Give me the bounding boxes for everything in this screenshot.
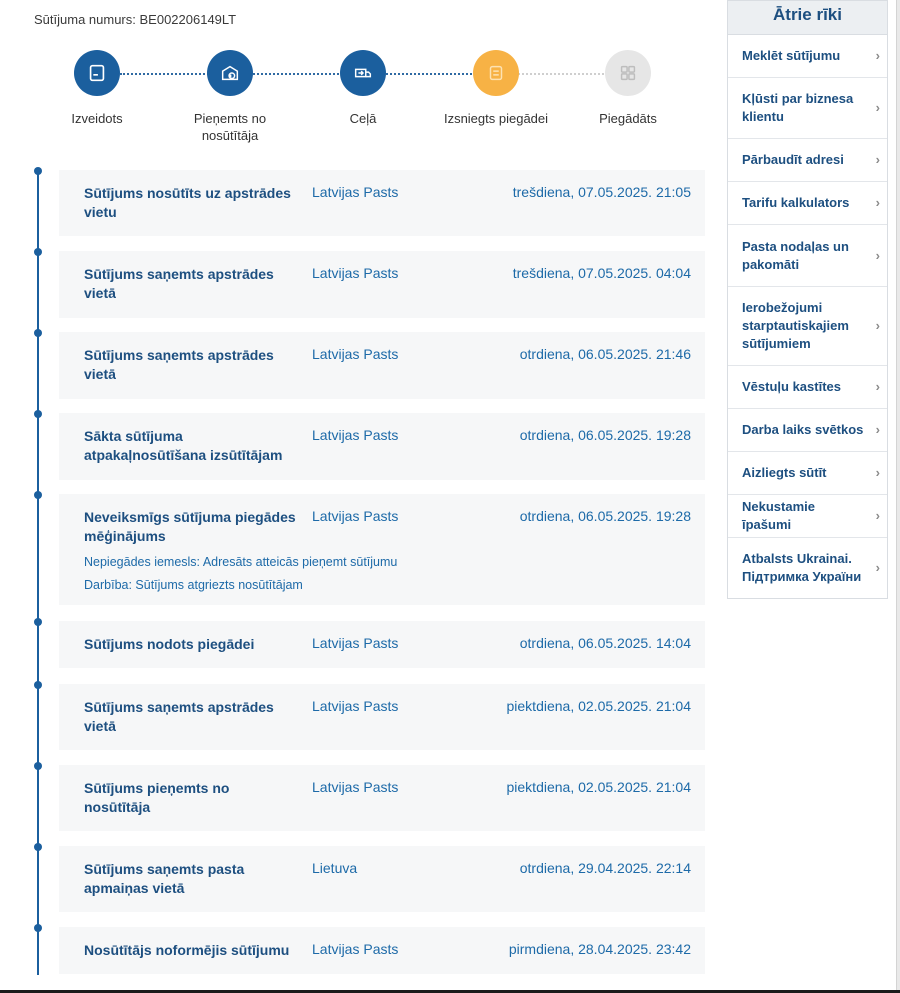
timeline-dot: [34, 924, 42, 932]
tracking-number-value: BE002206149LT: [139, 12, 237, 27]
event-carrier: Latvijas Pasts: [312, 265, 399, 281]
sidebar-item-label: Nekustamie īpašumi: [742, 499, 815, 532]
sidebar-item-label: Darba laiks svētkos: [742, 422, 864, 437]
history-event: [59, 170, 705, 236]
history-event: [59, 684, 705, 750]
sidebar-item-label: Pārbaudīt adresi: [742, 152, 844, 167]
history-event: [59, 621, 705, 668]
step-circle: [207, 50, 253, 96]
chevron-right-icon: ›: [875, 465, 880, 480]
timeline-dot: [34, 410, 42, 418]
sidebar-item-label: Meklēt sūtījumu: [742, 48, 841, 63]
step-label: Ceļā: [349, 111, 377, 126]
event-title: Sūtījums saņemts apstrādes vietā: [84, 699, 274, 734]
tracking-number: [34, 12, 236, 27]
history-event: [59, 413, 705, 480]
sidebar-item-business-client[interactable]: [728, 78, 887, 139]
event-carrier: Lietuva: [312, 860, 358, 876]
sidebar-item-label: Tarifu kalkulators: [742, 195, 850, 210]
step-circle: [605, 50, 651, 96]
chevron-right-icon: ›: [875, 195, 880, 210]
history-event: [59, 927, 705, 974]
window-right-edge: [896, 0, 900, 993]
sidebar-item-international-restrictions[interactable]: [728, 287, 887, 366]
event-title: Neveiksmīgs sūtījuma piegādes mēģinājums: [84, 509, 296, 544]
chevron-right-icon: ›: [875, 560, 880, 575]
event-carrier: Latvijas Pasts: [312, 635, 399, 651]
event-carrier: Latvijas Pasts: [312, 346, 399, 362]
document-icon: [86, 62, 108, 84]
event-date: piektdiena, 02.05.2025. 21:04: [506, 779, 691, 795]
sidebar-item-label: Kļūsti par biznesa klientu: [742, 91, 854, 124]
sidebar-item-label: Atbalsts Ukrainai. Підтримка України: [742, 551, 862, 584]
step-label: Izveidots: [71, 111, 123, 126]
chevron-right-icon: ›: [875, 48, 880, 63]
history-event: [59, 251, 705, 318]
event-title: Sūtījums nodots piegādei: [84, 636, 255, 652]
sidebar-item-real-estate[interactable]: [728, 495, 887, 538]
step-out-for-delivery: [441, 50, 551, 127]
timeline-dot: [34, 681, 42, 689]
event-title: Sūtījums nosūtīts uz apstrādes vietu: [84, 185, 291, 220]
sidebar-item-check-address[interactable]: [728, 139, 887, 182]
sidebar-item-letter-boxes[interactable]: [728, 366, 887, 409]
event-detail-action: Darbība: Sūtījums atgriezts nosūtītājam: [84, 578, 303, 592]
progress-stepper: [40, 50, 700, 150]
quick-tools-sidebar: [727, 0, 888, 599]
timeline-dot: [34, 167, 42, 175]
step-label: Pieņemts no nosūtītāja: [193, 111, 267, 143]
event-title: Sūtījums saņemts apstrādes vietā: [84, 266, 274, 301]
tracking-number-label: Sūtījuma numurs:: [34, 12, 136, 27]
sidebar-item-search-parcel[interactable]: [728, 35, 887, 78]
event-title: Sūtījums saņemts apstrādes vietā: [84, 347, 274, 382]
chevron-right-icon: ›: [875, 318, 880, 333]
sidebar-item-label: Aizliegts sūtīt: [742, 465, 827, 480]
chevron-right-icon: ›: [875, 100, 880, 115]
step-accepted: [175, 50, 285, 144]
event-date: otrdiena, 29.04.2025. 22:14: [519, 860, 691, 876]
history-event: [59, 332, 705, 399]
event-date: trešdiena, 07.05.2025. 04:04: [512, 265, 691, 281]
chevron-right-icon: ›: [875, 152, 880, 167]
event-date: otrdiena, 06.05.2025. 14:04: [519, 635, 691, 651]
event-title: Sākta sūtījuma atpakaļnosūtīšana izsūtītājam: [84, 428, 283, 463]
chevron-right-icon: ›: [875, 508, 880, 523]
event-carrier: Latvijas Pasts: [312, 941, 399, 957]
step-delivered: [573, 50, 683, 127]
chevron-right-icon: ›: [875, 422, 880, 437]
event-carrier: Latvijas Pasts: [312, 698, 399, 714]
package-transit-icon: [352, 62, 374, 84]
chevron-right-icon: ›: [875, 379, 880, 394]
timeline-dot: [34, 491, 42, 499]
step-label: Izsniegts piegādei: [443, 111, 549, 126]
sidebar-item-label: Pasta nodaļas un pakomāti: [742, 238, 849, 272]
event-date: piektdiena, 02.05.2025. 21:04: [506, 698, 691, 714]
sidebar-title: Ātrie rīki: [728, 1, 887, 35]
event-date: otrdiena, 06.05.2025. 21:46: [519, 346, 691, 362]
chevron-right-icon: ›: [875, 247, 880, 263]
event-title: Sūtījums pieņemts no nosūtītāja: [84, 780, 230, 815]
event-title: Sūtījums saņemts pasta apmaiņas vietā: [84, 861, 245, 896]
timeline-line: [37, 170, 39, 975]
step-circle: [74, 50, 120, 96]
delivery-icon: [485, 62, 507, 84]
delivered-icon: [617, 62, 639, 84]
sidebar-item-label: Vēstuļu kastītes: [742, 379, 841, 394]
history-event: [59, 846, 705, 912]
step-in-transit: [308, 50, 418, 127]
package-euro-icon: [219, 62, 241, 84]
timeline-dot: [34, 618, 42, 626]
sidebar-item-prohibited-items[interactable]: [728, 452, 887, 495]
event-carrier: Latvijas Pasts: [312, 184, 399, 200]
timeline-dot: [34, 248, 42, 256]
history-event: [59, 765, 705, 831]
event-carrier: Latvijas Pasts: [312, 779, 399, 795]
sidebar-item-label: Ierobežojumi starptautiskajiem sūtījumiem: [742, 300, 849, 351]
event-carrier: Latvijas Pasts: [312, 427, 399, 443]
event-date: otrdiena, 06.05.2025. 19:28: [519, 508, 691, 524]
step-circle: [473, 50, 519, 96]
timeline-dot: [34, 329, 42, 337]
sidebar-item-holiday-hours[interactable]: [728, 409, 887, 452]
sidebar-item-support-ukraine[interactable]: [728, 538, 887, 598]
timeline-dot: [34, 843, 42, 851]
step-created: [42, 50, 152, 127]
timeline-dot: [34, 762, 42, 770]
sidebar-item-tariff-calculator[interactable]: [728, 182, 887, 225]
event-title: Nosūtītājs noformējis sūtījumu: [84, 942, 290, 958]
step-circle: [340, 50, 386, 96]
event-date: pirmdiena, 28.04.2025. 23:42: [508, 941, 691, 957]
event-detail-reason: Nepiegādes iemesls: Adresāts atteicās pieņemt sūtījumu: [84, 555, 398, 569]
event-date: trešdiena, 07.05.2025. 21:05: [512, 184, 691, 200]
sidebar-item-post-offices[interactable]: [728, 225, 887, 287]
step-label: Piegādāts: [599, 111, 657, 126]
history-event: [59, 494, 705, 605]
event-date: otrdiena, 06.05.2025. 19:28: [519, 427, 691, 443]
event-carrier: Latvijas Pasts: [312, 508, 399, 524]
